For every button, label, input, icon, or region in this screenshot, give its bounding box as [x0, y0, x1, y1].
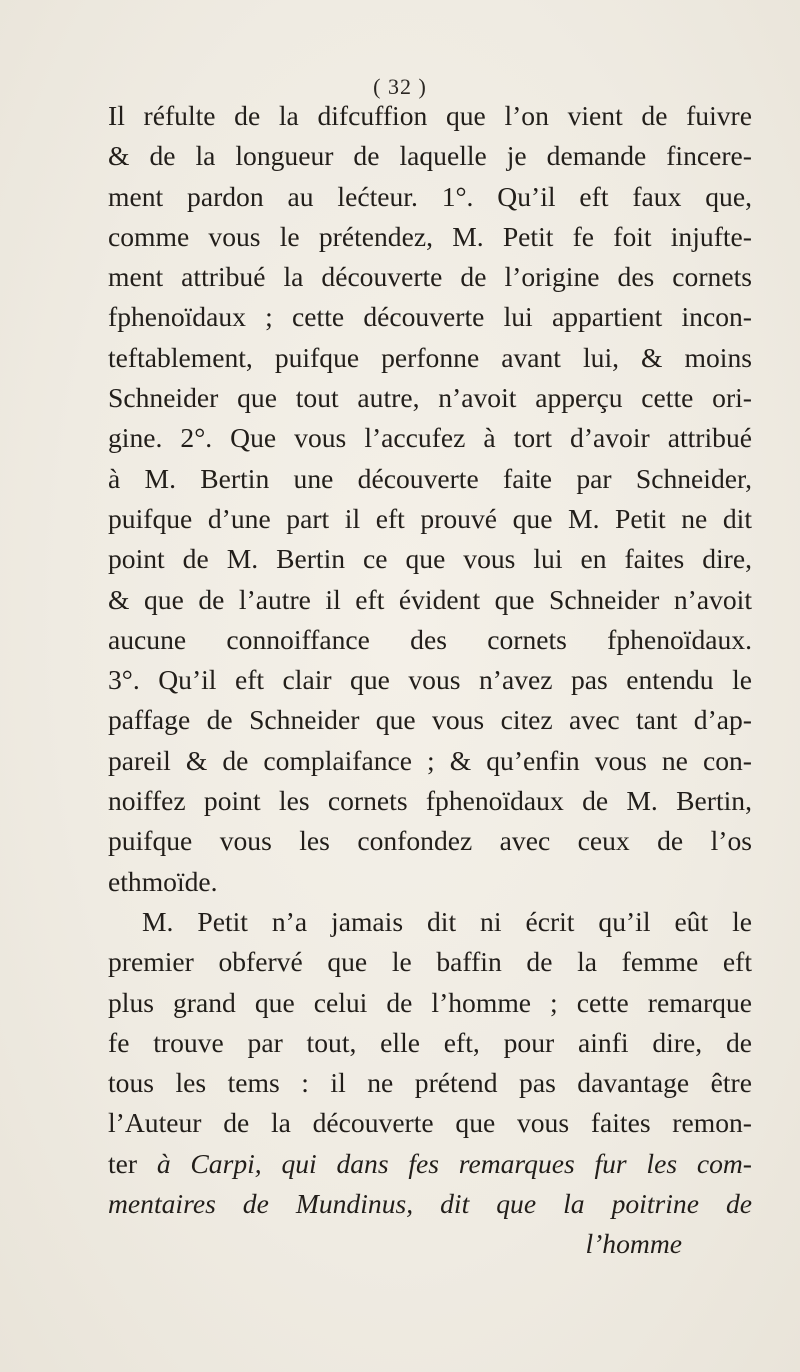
text-line: premier obfervé que le baffin de la femme eft [108, 946, 752, 978]
text-line: ment attribué la découverte de l’origine des cornets [108, 261, 752, 293]
text-line: puifque vous les confondez avec ceux de l’os [108, 825, 752, 857]
text-italic: à Carpi, qui dans fes remarques fur les com- [156, 1147, 752, 1179]
text-line: paffage de Schneider que vous citez avec tant d’ap- [108, 704, 752, 736]
body-text [108, 96, 752, 1265]
text-line-mixed [108, 1144, 752, 1184]
text-line: fphenoïdaux ; cette découverte lui appartient incon- [108, 301, 752, 333]
text-line: ment pardon au lećteur. 1°. Qu’il eft faux que, [108, 180, 752, 212]
text-line: plus grand que celui de l’homme ; cette remarque [108, 986, 752, 1018]
text-line: Schneider que tout autre, n’avoit apperçu cette ori- [108, 382, 752, 414]
text-line: 3°. Qu’il eft clair que vous n’avez pas entendu le [108, 664, 752, 696]
text-line: l’Auteur de la découverte que vous faites remon- [108, 1107, 752, 1139]
text-line: & de la longueur de laquelle je demande fincere- [108, 140, 752, 172]
text-line: noiffez point les cornets fphenoïdaux de M. Bertin, [108, 785, 752, 817]
text-line: M. Petit n’a jamais dit ni écrit qu’il eût le [142, 905, 752, 937]
text-line: Il réfulte de la difcuffion que l’on vient de fuivre [108, 100, 752, 131]
text-line: teftablement, puifque perfonne avant lui, & moins [108, 341, 752, 373]
text-line-italic: mentaires de Mundinus, dit que la poitrine de [108, 1188, 752, 1220]
catchword: l’homme [585, 1228, 682, 1260]
text-line: à M. Bertin une découverte faite par Schneider, [108, 462, 752, 494]
text-line: & que de l’autre il eft évident que Schneider n’avoit [108, 583, 752, 615]
text-line: pareil & de complaifance ; & qu’enfin vous ne con- [108, 744, 752, 776]
text-line: gine. 2°. Que vous l’accufez à tort d’avoir attribué [108, 422, 752, 454]
text-line: puifque d’une part il eft prouvé que M. Petit ne dit [108, 502, 752, 534]
text-line: aucune connoiffance des cornets fphenoïdaux. [108, 623, 752, 655]
page-number: ( 32 ) [373, 74, 427, 99]
text-line: fe trouve par tout, elle eft, pour ainfi dire, de [108, 1026, 752, 1058]
text-roman: ter [108, 1147, 157, 1179]
text-line: comme vous le prétendez, M. Petit fe foit injufte- [108, 220, 752, 252]
text-line: tous les tems : il ne prétend pas davantage être [108, 1067, 752, 1099]
text-line: point de M. Bertin ce que vous lui en faites dire, [108, 543, 752, 575]
text-line: ethmoïde. [108, 865, 218, 897]
